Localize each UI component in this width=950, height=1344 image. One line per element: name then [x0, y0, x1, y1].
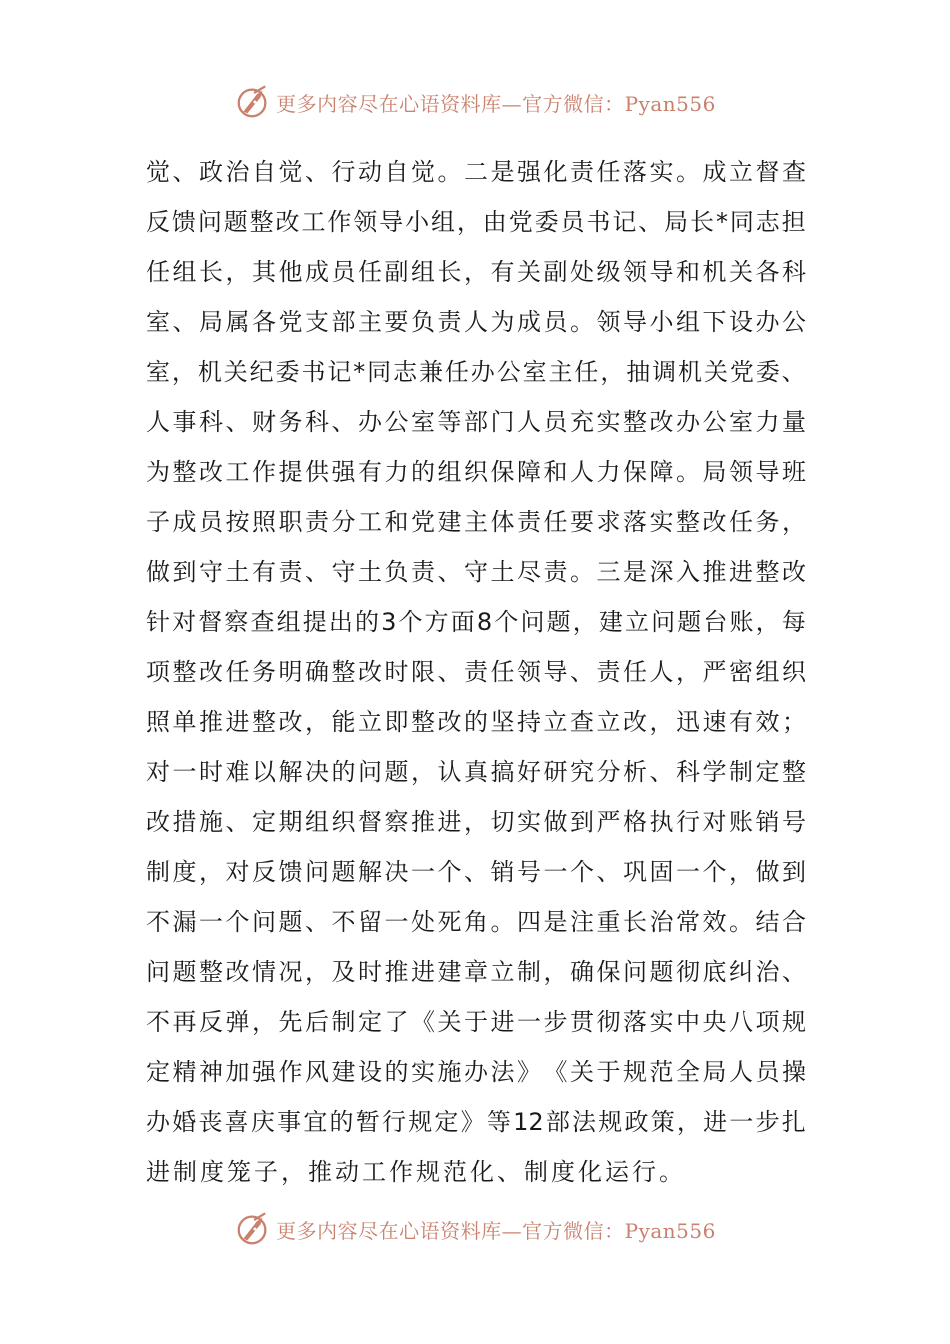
- paragraph-line: 项 整 改 任 务 明 确 整 改 时 限 、 责 任 领 导 、 责 任 人 ， 严 密 组 织: [146, 658, 806, 686]
- paragraph-line: 针 对 督 察 查 组 提 出 的 3 个 方 面 8 个 问 题 ， 建 立 问 题 台 账 ， 每: [146, 608, 806, 636]
- paragraph-line: 室 ， 机 关 纪 委 书 记 * 同 志 兼 任 办 公 室 主 任 ， 抽 调 机 关 党 委 、: [146, 358, 806, 386]
- paragraph-line: 制 度 ， 对 反 馈 问 题 解 决 一 个 、 销 号 一 个 、 巩 固 一 个 ， 做 到: [146, 858, 806, 886]
- paragraph-line: 问 题 整 改 情 况 ， 及 时 推 进 建 章 立 制 ， 确 保 问 题 彻 底 纠 治 、: [146, 958, 806, 986]
- footer-watermark-banner: [0, 1209, 950, 1249]
- paragraph-line: 任 组 长 ， 其 他 成 员 任 副 组 长 ， 有 关 副 处 级 领 导 和 机 关 各 科: [146, 258, 806, 286]
- pen-nib-logo-icon: [234, 1210, 272, 1248]
- watermark-text: 更多内容尽在心语资料库—官方微信：Pyan556: [276, 1218, 716, 1243]
- paragraph-line: 不 漏 一 个 问 题 、 不 留 一 处 死 角 。 四 是 注 重 长 治 常 效 。 结 合: [146, 908, 806, 936]
- paragraph-line: 为 整 改 工 作 提 供 强 有 力 的 组 织 保 障 和 人 力 保 障 。 局 领 导 班: [146, 458, 806, 486]
- watermark-text: 更多内容尽在心语资料库—官方微信：Pyan556: [276, 91, 716, 116]
- header-watermark-banner: [0, 82, 950, 122]
- paragraph-line: 室 、 局 属 各 党 支 部 主 要 负 责 人 为 成 员 。 领 导 小 组 下 设 办 公: [146, 308, 806, 336]
- paragraph-line: 改 措 施 、 定 期 组 织 督 察 推 进 ， 切 实 做 到 严 格 执 行 对 账 销 号: [146, 808, 806, 836]
- paragraph-line: 人 事 科 、 财 务 科 、 办 公 室 等 部 门 人 员 充 实 整 改 办 公 室 力 量: [146, 408, 806, 436]
- paragraph-line: 办 婚 丧 喜 庆 事 宜 的 暂 行 规 定 》 等 12 部 法 规 政 策 ， 进 一 步 扎: [146, 1108, 806, 1136]
- pen-nib-logo-icon: [234, 83, 272, 121]
- paragraph-line: 反 馈 问 题 整 改 工 作 领 导 小 组 ， 由 党 委 员 书 记 、 局 长 * 同 志 担: [146, 208, 806, 236]
- paragraph-line: 觉 、 政 治 自 觉 、 行 动 自 觉 。 二 是 强 化 责 任 落 实 。 成 立 督 查: [146, 158, 806, 186]
- document-body: [146, 147, 806, 1197]
- paragraph-line: 进制度笼子，推动工作规范化、制度化运行。: [146, 1158, 686, 1186]
- paragraph-line: 做 到 守 土 有 责 、 守 土 负 责 、 守 土 尽 责 。 三 是 深 入 推 进 整 改: [146, 558, 806, 586]
- paragraph-line: 子 成 员 按 照 职 责 分 工 和 党 建 主 体 责 任 要 求 落 实 整 改 任 务 ，: [146, 508, 806, 536]
- paragraph-line: 照 单 推 进 整 改 ， 能 立 即 整 改 的 坚 持 立 查 立 改 ， 迅 速 有 效 ；: [146, 708, 806, 736]
- paragraph-line: 不 再 反 弹 ， 先 后 制 定 了 《 关 于 进 一 步 贯 彻 落 实 中 央 八 项 规: [146, 1008, 806, 1036]
- paragraph-line: 定 精 神 加 强 作 风 建 设 的 实 施 办 法 》 《 关 于 规 范 全 局 人 员 操: [146, 1058, 806, 1086]
- paragraph-line: 对 一 时 难 以 解 决 的 问 题 ， 认 真 搞 好 研 究 分 析 、 科 学 制 定 整: [146, 758, 806, 786]
